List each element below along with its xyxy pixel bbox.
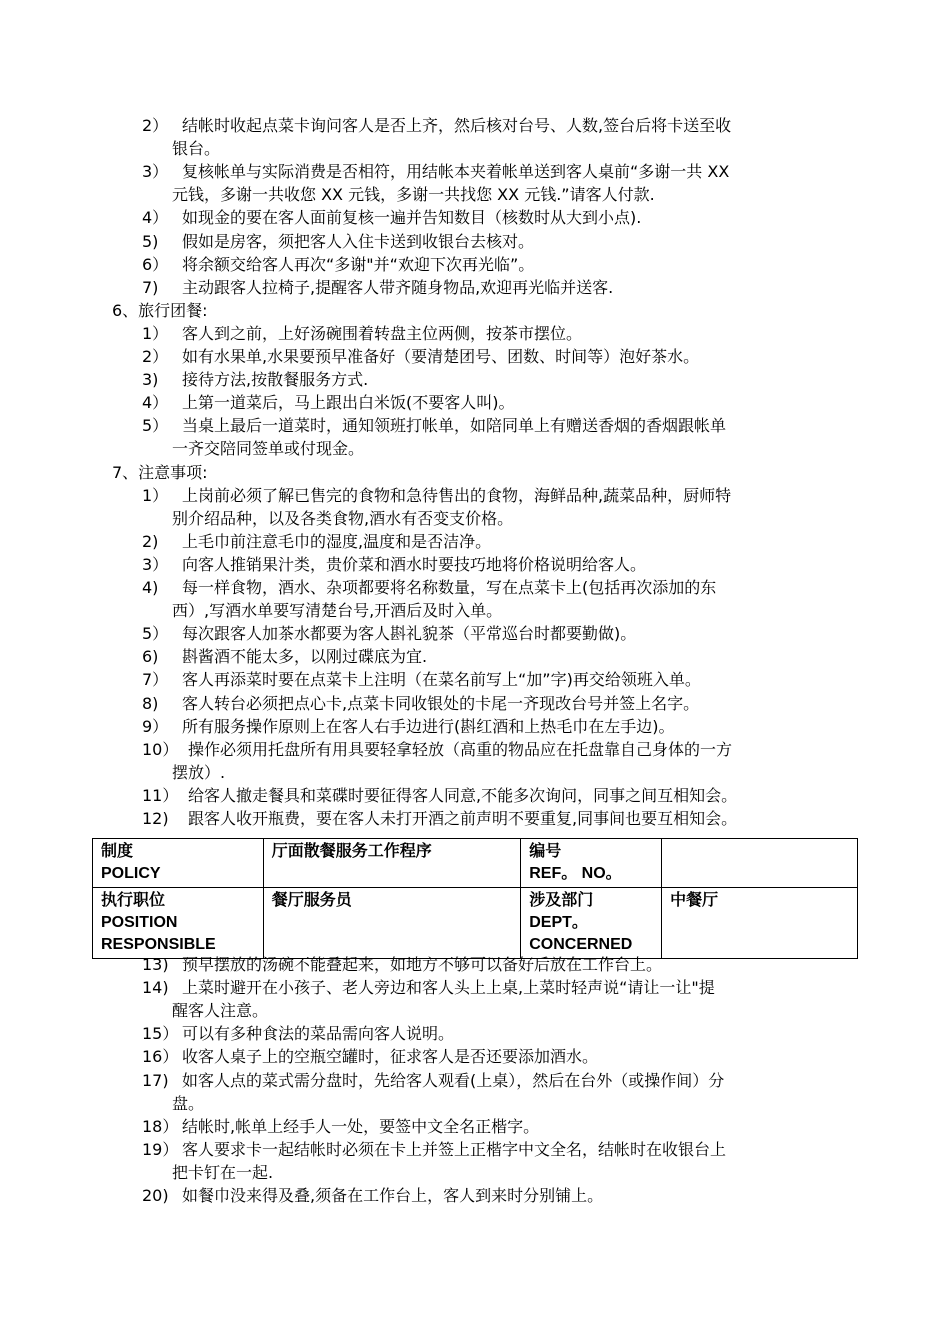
list-item — [142, 230, 534, 254]
item-text: 结帐时,帐单上经手人一处，要签中文全名正楷字。 — [182, 1116, 540, 1136]
item-continuation: 盘。 — [172, 1093, 205, 1113]
policy-value: 厅面散餐服务工作程序 — [271, 843, 432, 860]
item-number: 4） — [142, 393, 169, 413]
item-number: 18） — [142, 1116, 179, 1136]
item-text: 可以有多种食法的菜品需向客人说明。 — [182, 1024, 455, 1044]
item-number: 2） — [142, 347, 169, 366]
item-number: 7） — [142, 670, 169, 690]
item-text: 客人到之前，上好汤碗围着转盘主位两侧，按茶市摆位。 — [182, 323, 583, 343]
list-item — [142, 1184, 603, 1208]
item-number: 5) — [142, 231, 159, 251]
dept-label-en2: CONCERNED — [529, 936, 633, 953]
item-text: 客人转台必须把点心卡,点菜卡同收银处的卡尾一齐现改台号并签上名字。 — [182, 693, 700, 713]
list-item — [142, 715, 675, 739]
list-item — [142, 114, 731, 138]
item-number: 14) — [142, 978, 169, 998]
dept-label-cell — [521, 888, 662, 959]
list-item — [142, 206, 641, 230]
item-continuation: 银台。 — [172, 139, 221, 159]
list-item — [142, 645, 427, 669]
item-text: 跟客人收开瓶费，要在客人未打开酒之前声明不要重复,同事间也要互相知会。 — [188, 809, 738, 828]
table-row — [93, 888, 858, 959]
item-text: 如餐巾没来得及叠,须备在工作台上，客人到来时分别铺上。 — [182, 1186, 604, 1205]
item-number: 20) — [142, 1186, 169, 1205]
item-text: 斟酱酒不能太多，以刚过碟底为宜. — [182, 647, 428, 667]
item-text: 每一样食物，酒水、杂项都要将名称数量，写在点菜卡上(包括再次添加的东 — [182, 578, 717, 597]
item-number: 5） — [142, 624, 169, 644]
item-continuation: 把卡钉在一起. — [172, 1162, 274, 1182]
item-text: 将余额交给客人再次“多谢"并“欢迎下次再光临”。 — [182, 254, 535, 274]
list-item — [142, 1115, 539, 1139]
list-item — [142, 484, 731, 508]
policy-label-cn: 制度 — [101, 843, 134, 860]
item-text: 向客人推销果汁类，贵价菜和酒水时要技巧地将价格说明给客人。 — [182, 554, 647, 574]
policy-header-table — [92, 838, 858, 959]
list-item — [142, 391, 515, 415]
dept-value: 中餐厅 — [670, 892, 719, 909]
list-item — [142, 1045, 598, 1069]
item-number: 19） — [142, 1139, 179, 1159]
item-text: 当桌上最后一道菜时，通知领班打帐单，如陪同单上有赠送香烟的香烟跟帐单 — [182, 416, 727, 436]
item-text: 收客人桌子上的空瓶空罐时，征求客人是否还要添加酒水。 — [182, 1047, 599, 1067]
item-text: 每次跟客人加茶水都要为客人斟礼貌茶（平常巡台时都要勤做)。 — [182, 624, 637, 644]
item-number: 1） — [142, 485, 169, 505]
item-number: 8) — [142, 693, 159, 713]
position-label-en1: POSITION — [101, 914, 178, 931]
item-number: 16） — [142, 1047, 179, 1067]
section-heading: 7、注意事项: — [112, 462, 208, 482]
item-number: 15） — [142, 1024, 179, 1044]
item-number: 4) — [142, 578, 159, 597]
ref-value-cell — [662, 839, 858, 888]
list-item — [142, 345, 699, 369]
item-text: 假如是房客，须把客人入住卡送到收银台去核对。 — [182, 231, 535, 251]
item-text: 客人要求卡一起结帐时必须在卡上并签上正楷字中文全名，结帐时在收银台上 — [182, 1139, 727, 1159]
item-number: 13) — [142, 955, 169, 974]
item-continuation: 醒客人注意。 — [172, 1001, 269, 1021]
item-continuation: 别介绍品种，以及各类食物,酒水有否变支价格。 — [172, 508, 514, 528]
item-text: 如有水果单,水果要预早准备好（要清楚团号、团数、时间等）泡好茶水。 — [182, 347, 700, 366]
item-number: 6） — [142, 254, 169, 274]
list-item — [142, 253, 534, 277]
list-item — [142, 576, 716, 600]
item-number: 11） — [142, 785, 179, 805]
item-text: 主动跟客人拉椅子,提醒客人带齐随身物品,欢迎再光临并送客. — [182, 277, 614, 297]
ref-label-en: REF。 NO。 — [529, 865, 622, 882]
item-continuation: 一齐交陪同签单或付现金。 — [172, 439, 365, 459]
ref-label-cell — [521, 839, 662, 888]
dept-value-cell — [662, 888, 858, 959]
item-text: 上毛巾前注意毛巾的湿度,温度和是否洁净。 — [182, 531, 492, 551]
list-item — [142, 414, 726, 438]
item-number: 3） — [142, 554, 169, 574]
item-text: 接待方法,按散餐服务方式. — [182, 370, 369, 390]
list-item — [142, 738, 732, 762]
item-text: 操作必须用托盘所有用具要轻拿轻放（高重的物品应在托盘靠自己身体的一方 — [188, 739, 733, 759]
item-text: 结帐时收起点菜卡询问客人是否上齐，然后核对台号、人数,签台后将卡送至收 — [182, 116, 732, 135]
list-item — [142, 322, 582, 346]
item-number: 3) — [142, 370, 159, 390]
item-text: 所有服务操作原则上在客人右手边进行(斟红酒和上热毛巾在左手边)。 — [182, 716, 675, 736]
item-continuation: 元钱，多谢一共收您 XX 元钱，多谢一共找您 XX 元钱.”请客人付款. — [172, 185, 655, 205]
item-number: 5） — [142, 416, 169, 436]
item-number: 2） — [142, 116, 169, 135]
list-item — [142, 692, 699, 716]
item-text: 客人再添菜时要在点菜卡上注明（在菜名前写上“加”字)再交给领班入单。 — [182, 670, 701, 690]
item-text: 如客人点的菜式需分盘时，先给客人观看(上桌），然后在台外（或操作间）分 — [182, 1070, 725, 1090]
item-number: 7) — [142, 277, 159, 297]
ref-label-cn: 编号 — [529, 843, 562, 860]
item-number: 17) — [142, 1070, 169, 1090]
item-number: 10） — [142, 739, 179, 759]
position-value-cell — [263, 888, 520, 959]
list-item — [142, 953, 662, 977]
list-item — [142, 530, 491, 554]
policy-label-cell — [93, 839, 264, 888]
item-number: 3） — [142, 162, 169, 182]
policy-label-en: POLICY — [101, 865, 161, 882]
list-item — [142, 668, 701, 692]
dept-label-cn: 涉及部门 — [529, 892, 594, 909]
list-item — [142, 1022, 454, 1046]
item-number: 1） — [142, 323, 169, 343]
item-number: 6) — [142, 647, 159, 667]
table-row — [93, 839, 858, 888]
item-text: 给客人撤走餐具和菜碟时要征得客人同意,不能多次询问，同事之间互相知会。 — [188, 785, 738, 805]
policy-value-cell — [263, 839, 520, 888]
item-text: 上第一道菜后，马上跟出白米饭(不要客人叫)。 — [182, 393, 515, 413]
item-continuation: 摆放）. — [172, 762, 226, 782]
item-text: 上菜时避开在小孩子、老人旁边和客人头上上桌,上菜时轻声说“请让一让"提 — [182, 978, 715, 998]
item-continuation: 西）,写酒水单要写清楚台号,开酒后及时入单。 — [172, 601, 503, 621]
position-label-en2: RESPONSIBLE — [101, 936, 216, 953]
list-item — [142, 1138, 726, 1162]
list-item — [142, 1069, 724, 1093]
item-text: 如现金的要在客人面前复核一遍并告知数目（核数时从大到小点). — [182, 208, 642, 228]
section-heading: 6、旅行团餐: — [112, 300, 208, 320]
list-item — [142, 276, 613, 300]
list-item — [142, 160, 729, 184]
item-number: 9） — [142, 716, 169, 736]
list-item — [142, 807, 737, 831]
position-value: 餐厅服务员 — [271, 892, 352, 909]
position-label-cell — [93, 888, 264, 959]
item-number: 12) — [142, 809, 169, 828]
list-item — [142, 368, 368, 392]
item-text: 复核帐单与实际消费是否相符，用结帐本夹着帐单送到客人桌前“多谢一共 XX — [182, 162, 730, 182]
position-label-cn: 执行职位 — [101, 892, 166, 909]
dept-label-en1: DEPT。 — [529, 914, 588, 931]
item-number: 2) — [142, 531, 159, 551]
item-text: 预早摆放的汤碗不能叠起来，如地方不够可以备好后放在工作台上。 — [182, 955, 663, 974]
item-text: 上岗前必须了解已售完的食物和急待售出的食物，海鲜品种,蔬菜品种，厨师特 — [182, 485, 732, 505]
list-item — [142, 784, 737, 808]
list-item — [142, 976, 715, 1000]
item-number: 4） — [142, 208, 169, 228]
list-item — [142, 622, 636, 646]
list-item — [142, 553, 646, 577]
